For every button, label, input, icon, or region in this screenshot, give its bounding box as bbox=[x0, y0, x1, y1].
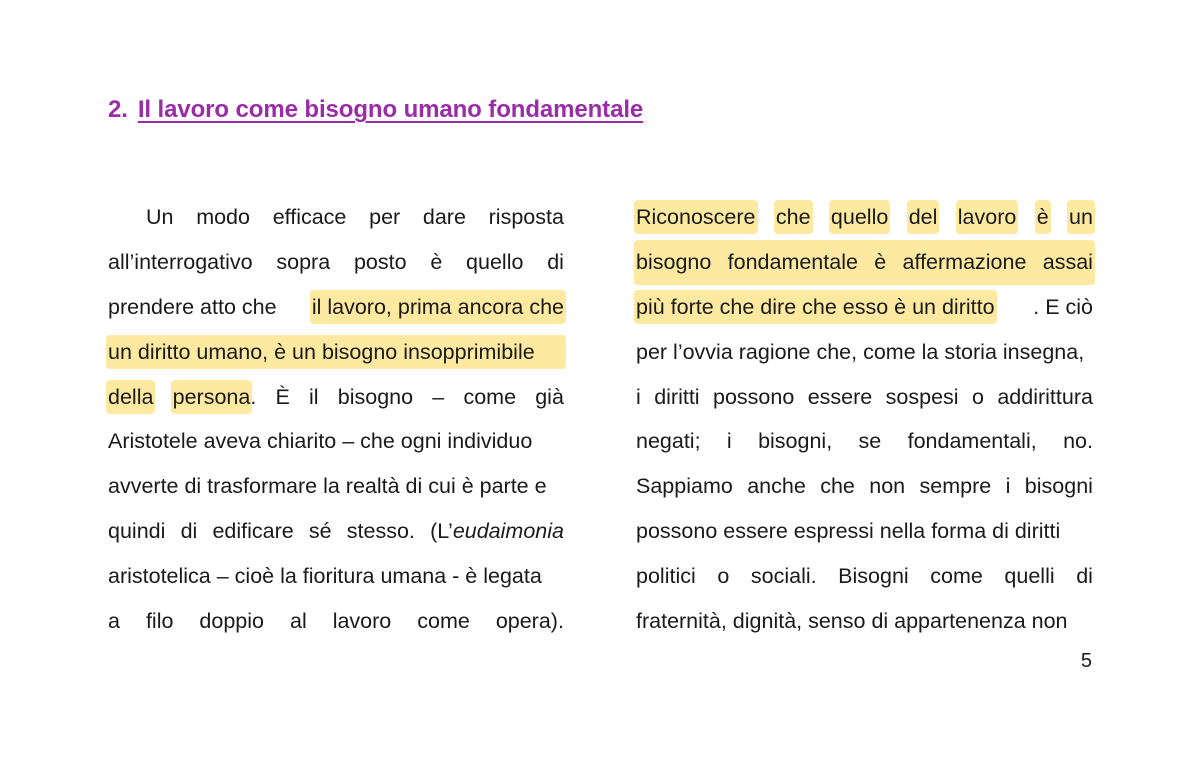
text-segment: fraternità, dignità, senso di appartenenza non bbox=[636, 608, 1068, 633]
word: che bbox=[820, 474, 855, 499]
word: all’interrogativo bbox=[108, 250, 253, 275]
word: lavoro bbox=[332, 608, 392, 633]
word: edificare bbox=[212, 518, 294, 543]
text-line bbox=[636, 464, 1093, 509]
highlighted-text: Riconoscere bbox=[634, 200, 758, 234]
section-title: Il lavoro come bisogno umano fondamentale bbox=[137, 96, 644, 123]
page-number: 5 bbox=[1080, 650, 1092, 672]
highlighted-text: quello bbox=[829, 200, 890, 234]
highlighted-text: un diritto umano, è un bisogno insopprimibile bbox=[106, 335, 566, 369]
text-segment: . E ciò bbox=[1033, 294, 1093, 319]
text-segment: avverte di trasformare la realtà di cui è parte e bbox=[108, 474, 547, 499]
text-line bbox=[634, 240, 1095, 285]
word: per bbox=[369, 205, 401, 230]
word: come bbox=[930, 563, 983, 588]
word: Bisogni bbox=[838, 563, 909, 588]
word: – bbox=[432, 384, 445, 409]
word: stesso. bbox=[346, 518, 415, 543]
word: o bbox=[717, 563, 730, 588]
word: negati; bbox=[636, 429, 701, 454]
text-segment: per l’ovvia ragione che, come la storia insegna, bbox=[636, 339, 1085, 364]
highlighted-text: un bbox=[1067, 200, 1095, 234]
word: di bbox=[1076, 563, 1093, 588]
word: sé bbox=[308, 518, 332, 543]
text-segment: aristotelica – cioè la fioritura umana - è legata bbox=[108, 563, 542, 588]
right-column bbox=[636, 195, 1093, 643]
word: sopra bbox=[276, 250, 331, 275]
word: quindi bbox=[108, 518, 166, 543]
text-line bbox=[108, 195, 564, 240]
highlighted-text: più forte che dire che esso è un diritto bbox=[634, 290, 997, 324]
text-line bbox=[108, 598, 564, 643]
text-line bbox=[108, 509, 564, 554]
word: i bbox=[726, 429, 732, 454]
word: diritti bbox=[654, 384, 700, 409]
word: sempre bbox=[919, 474, 992, 499]
text-line bbox=[108, 329, 564, 374]
highlighted-text: bisogno bbox=[636, 250, 712, 275]
word: come bbox=[417, 608, 470, 633]
word: se bbox=[858, 429, 882, 454]
highlighted-text: affermazione bbox=[902, 250, 1027, 275]
text-line bbox=[108, 374, 564, 419]
word: Sappiamo bbox=[636, 474, 733, 499]
highlighted-text: che bbox=[774, 200, 813, 234]
word: o bbox=[971, 384, 984, 409]
text-line bbox=[108, 285, 564, 330]
section-number: 2. bbox=[108, 96, 128, 123]
text-line bbox=[108, 419, 564, 464]
word: bisogni bbox=[1024, 474, 1093, 499]
word: quello bbox=[466, 250, 524, 275]
text-line bbox=[636, 509, 1093, 554]
word: dare bbox=[422, 205, 466, 230]
word: addirittura bbox=[997, 384, 1093, 409]
text-segment: possono essere espressi nella forma di diritti bbox=[636, 518, 1061, 543]
word: sociali. bbox=[750, 563, 817, 588]
word: non bbox=[869, 474, 906, 499]
highlighted-text: del bbox=[907, 200, 940, 234]
word: già bbox=[535, 384, 564, 409]
highlighted-text: è bbox=[1035, 200, 1051, 234]
word: il bbox=[309, 384, 319, 409]
word: è bbox=[430, 250, 443, 275]
word: bisogno bbox=[337, 384, 414, 409]
text-line bbox=[636, 329, 1093, 374]
text-line bbox=[108, 240, 564, 285]
word: posto bbox=[353, 250, 407, 275]
word: di bbox=[180, 518, 198, 543]
text-line bbox=[636, 419, 1093, 464]
word: a bbox=[108, 608, 120, 633]
highlighted-text: persona bbox=[171, 380, 253, 414]
word: risposta bbox=[488, 205, 564, 230]
text-line bbox=[636, 285, 1093, 330]
word: sospesi bbox=[885, 384, 959, 409]
text-segment: prendere atto che bbox=[108, 294, 283, 319]
text-line bbox=[108, 464, 564, 509]
word: filo bbox=[145, 608, 174, 633]
word: i bbox=[636, 384, 641, 409]
highlighted-text: è bbox=[874, 250, 887, 275]
text-line bbox=[636, 374, 1093, 419]
word: come bbox=[463, 384, 517, 409]
text-line bbox=[108, 553, 564, 598]
word: al bbox=[289, 608, 307, 633]
word: . bbox=[250, 384, 257, 409]
text-segment: Aristotele aveva chiarito – che ogni individuo bbox=[108, 429, 533, 454]
word: i bbox=[1005, 474, 1011, 499]
section-heading bbox=[108, 96, 643, 124]
highlighted-text: lavoro bbox=[956, 200, 1019, 234]
word: È bbox=[275, 384, 290, 409]
text-line bbox=[636, 553, 1093, 598]
word: (L’ bbox=[430, 518, 453, 543]
left-column bbox=[108, 195, 564, 643]
word: opera). bbox=[495, 608, 564, 633]
word: fondamentali, bbox=[907, 429, 1037, 454]
word: quelli bbox=[1004, 563, 1055, 588]
word: anche bbox=[747, 474, 806, 499]
word: doppio bbox=[199, 608, 264, 633]
word: di bbox=[547, 250, 564, 275]
word: no. bbox=[1063, 429, 1093, 454]
word: Un bbox=[146, 205, 174, 230]
highlighted-text: fondamentale bbox=[727, 250, 858, 275]
highlighted-text: assai bbox=[1042, 250, 1093, 275]
text-line bbox=[636, 195, 1093, 240]
word: politici bbox=[636, 563, 696, 588]
word: efficace bbox=[272, 205, 347, 230]
highlighted-text: della bbox=[106, 380, 155, 414]
word: essere bbox=[807, 384, 873, 409]
highlighted-text: il lavoro, prima ancora che bbox=[310, 290, 566, 324]
word: bisogni, bbox=[758, 429, 833, 454]
word: modo bbox=[196, 205, 250, 230]
word: possono bbox=[713, 384, 795, 409]
italic-word: eudaimonia bbox=[452, 518, 564, 543]
text-line bbox=[636, 598, 1093, 643]
